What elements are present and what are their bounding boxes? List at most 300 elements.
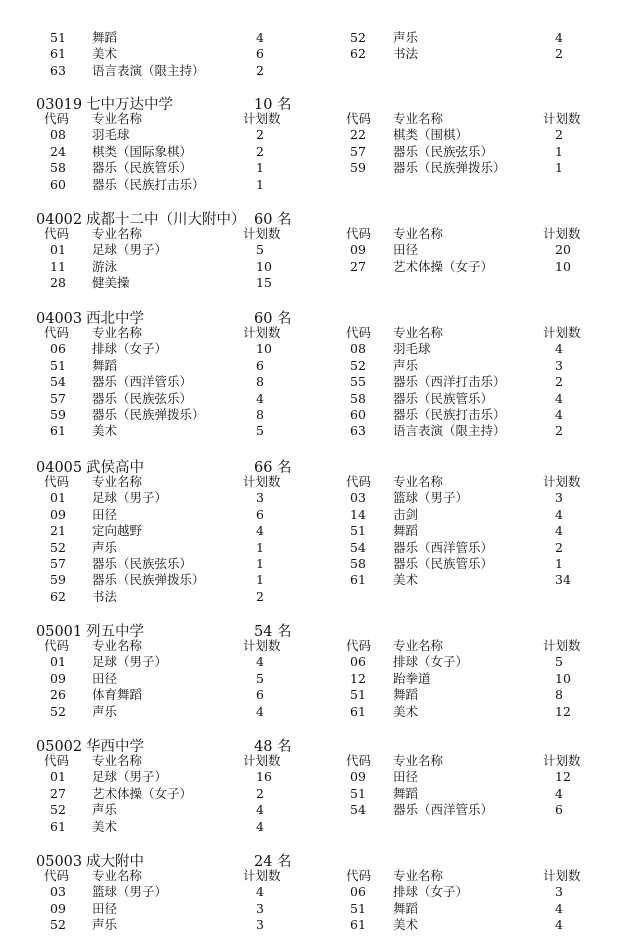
plan-count-cell: 2 (555, 423, 563, 439)
plan-count-cell: 4 (555, 390, 563, 406)
header-plan-count: 计划数 (543, 226, 581, 241)
header-major-name: 专业名称 (393, 753, 444, 768)
plan-count-cell: 4 (555, 523, 563, 539)
plan-count-cell: 4 (555, 785, 563, 801)
header-plan-count: 计划数 (243, 226, 281, 241)
code-cell: 51 (350, 687, 366, 703)
major-name-cell: 舞蹈 (393, 785, 419, 801)
header-code: 代码 (44, 111, 70, 126)
plan-count-cell: 4 (256, 30, 264, 45)
school-title (36, 93, 292, 113)
major-name-cell: 器乐（民族弦乐） (92, 390, 193, 406)
plan-count-cell: 1 (256, 556, 264, 571)
major-name-cell: 器乐（民族打击乐） (92, 176, 205, 192)
table-row (0, 671, 640, 687)
plan-count-cell: 4 (555, 30, 563, 45)
table-header (0, 868, 640, 884)
major-name-cell: 足球（男子） (92, 769, 168, 785)
header-major-name: 专业名称 (393, 226, 444, 241)
major-name-cell: 器乐（民族管乐） (92, 160, 193, 176)
plan-count-cell: 1 (555, 143, 563, 159)
major-name-cell: 足球（男子） (92, 654, 168, 670)
plan-count-cell: 1 (256, 176, 264, 192)
code-cell: 03 (350, 490, 366, 506)
table-row (0, 490, 640, 506)
major-name-cell: 田径 (92, 900, 118, 916)
table-row (0, 423, 640, 439)
table-row (0, 901, 640, 917)
code-cell: 52 (50, 703, 66, 719)
header-major-name: 专业名称 (393, 474, 444, 489)
plan-count-cell: 4 (256, 802, 264, 818)
plan-count-cell: 10 (256, 341, 272, 357)
code-cell: 61 (350, 703, 366, 719)
table-row (0, 507, 640, 523)
table-row (0, 160, 640, 176)
school-quota: 60 名 (254, 311, 292, 327)
table-row (0, 242, 640, 258)
school-name: 列五中学 (86, 624, 144, 640)
table-row (0, 374, 640, 390)
major-name-cell: 舞蹈 (393, 687, 419, 703)
code-cell: 59 (50, 572, 66, 588)
code-cell: 58 (50, 160, 66, 176)
code-cell: 57 (50, 390, 66, 406)
plan-count-cell: 6 (256, 357, 264, 373)
plan-count-cell: 3 (256, 900, 264, 916)
code-cell: 01 (50, 242, 66, 258)
school-title (36, 456, 292, 476)
plan-count-cell: 34 (555, 572, 571, 588)
plan-count-cell: 5 (256, 670, 264, 686)
table-row (0, 341, 640, 357)
plan-count-cell: 1 (256, 539, 264, 555)
school-name: 七中万达中学 (86, 97, 173, 113)
code-cell: 06 (350, 884, 366, 900)
header-code: 代码 (346, 474, 372, 489)
plan-count-cell: 5 (555, 654, 563, 670)
major-name-cell: 声乐 (92, 703, 118, 719)
major-name-cell: 美术 (92, 818, 118, 834)
school-quota: 24 名 (254, 854, 292, 870)
plan-count-cell: 4 (256, 390, 264, 406)
plan-count-cell: 2 (256, 127, 264, 143)
code-cell: 59 (350, 160, 366, 176)
code-cell: 52 (50, 802, 66, 818)
header-major-name: 专业名称 (92, 474, 143, 489)
major-name-cell: 器乐（民族弹拨乐） (92, 572, 205, 588)
header-major-name: 专业名称 (393, 638, 444, 653)
header-plan-count: 计划数 (243, 474, 281, 489)
table-row (0, 127, 640, 143)
plan-count-cell: 16 (256, 769, 272, 785)
school-number: 04002 (36, 212, 83, 228)
code-cell: 27 (50, 785, 66, 801)
code-cell: 28 (50, 275, 66, 291)
table-row (0, 259, 640, 275)
code-cell: 51 (350, 523, 366, 539)
school-quota: 60 名 (254, 212, 292, 228)
header-major-name: 专业名称 (393, 111, 444, 126)
major-name-cell: 语言表演（限主持） (92, 62, 205, 78)
code-cell: 62 (50, 588, 66, 604)
header-major-name: 专业名称 (92, 325, 143, 340)
plan-count-cell: 4 (555, 407, 563, 422)
code-cell: 52 (50, 539, 66, 555)
school-number: 05003 (36, 854, 83, 870)
header-code: 代码 (346, 868, 372, 883)
code-cell: 27 (350, 258, 366, 274)
header-code: 代码 (346, 226, 372, 241)
table-row (0, 177, 640, 193)
plan-count-cell: 3 (555, 490, 563, 506)
code-cell: 63 (350, 423, 366, 439)
major-name-cell: 跆拳道 (393, 670, 431, 686)
major-name-cell: 声乐 (92, 802, 118, 818)
code-cell: 08 (350, 341, 366, 357)
code-cell: 21 (50, 523, 66, 539)
school-title (36, 735, 292, 755)
major-name-cell: 体育舞蹈 (92, 687, 143, 703)
header-major-name: 专业名称 (92, 111, 143, 126)
table-row (0, 802, 640, 818)
code-cell: 01 (50, 654, 66, 670)
major-name-cell: 排球（女子） (393, 884, 469, 900)
header-plan-count: 计划数 (543, 474, 581, 489)
major-name-cell: 美术 (92, 423, 118, 439)
plan-count-cell: 10 (555, 670, 571, 686)
major-name-cell: 定向越野 (92, 523, 143, 539)
header-plan-count: 计划数 (543, 868, 581, 883)
major-name-cell: 器乐（民族弹拨乐） (92, 407, 205, 422)
table-row (0, 30, 640, 46)
table-row (0, 391, 640, 407)
major-name-cell: 田径 (92, 506, 118, 522)
header-major-name: 专业名称 (92, 753, 143, 768)
school-quota: 54 名 (254, 624, 292, 640)
header-code: 代码 (346, 325, 372, 340)
table-row (0, 358, 640, 374)
code-cell: 51 (350, 900, 366, 916)
plan-count-cell: 20 (555, 242, 571, 258)
school-number: 05002 (36, 739, 83, 755)
table-row (0, 144, 640, 160)
table-row (0, 556, 640, 572)
plan-count-cell: 4 (256, 818, 264, 834)
school-quota: 48 名 (254, 739, 292, 755)
school-name: 成都十二中（川大附中） (86, 212, 246, 228)
header-plan-count: 计划数 (243, 111, 281, 126)
code-cell: 24 (50, 143, 66, 159)
major-name-cell: 艺术体操（女子） (92, 785, 193, 801)
school-title (36, 620, 292, 640)
table-row (0, 275, 640, 291)
plan-count-cell: 1 (256, 572, 264, 588)
plan-count-cell: 1 (256, 160, 264, 176)
plan-count-cell: 10 (256, 258, 272, 274)
major-name-cell: 舞蹈 (393, 900, 419, 916)
plan-count-cell: 4 (555, 506, 563, 522)
header-major-name: 专业名称 (393, 325, 444, 340)
header-plan-count: 计划数 (243, 753, 281, 768)
plan-count-cell: 12 (555, 703, 571, 719)
major-name-cell: 器乐（民族打击乐） (393, 407, 506, 422)
major-name-cell: 足球（男子） (92, 490, 168, 506)
table-row (0, 589, 640, 605)
major-name-cell: 田径 (393, 242, 419, 258)
major-name-cell: 器乐（民族弦乐） (393, 143, 494, 159)
major-name-cell: 舞蹈 (92, 357, 118, 373)
plan-count-cell: 1 (555, 556, 563, 571)
school-title (36, 850, 292, 870)
table-header (0, 325, 640, 341)
plan-count-cell: 4 (256, 884, 264, 900)
header-plan-count: 计划数 (543, 325, 581, 340)
code-cell: 58 (350, 556, 366, 571)
table-row (0, 46, 640, 62)
plan-count-cell: 2 (256, 62, 264, 78)
table-header (0, 753, 640, 769)
header-code: 代码 (44, 474, 70, 489)
plan-count-cell: 12 (555, 769, 571, 785)
major-name-cell: 声乐 (92, 917, 118, 933)
table-row (0, 63, 640, 79)
plan-count-cell: 6 (256, 506, 264, 522)
header-plan-count: 计划数 (543, 111, 581, 126)
plan-count-cell: 2 (555, 374, 563, 390)
table-header (0, 638, 640, 654)
code-cell: 54 (350, 539, 366, 555)
major-name-cell: 棋类（围棋） (393, 127, 469, 143)
plan-count-cell: 6 (256, 46, 264, 62)
major-name-cell: 排球（女子） (393, 654, 469, 670)
major-name-cell: 田径 (92, 670, 118, 686)
table-row (0, 654, 640, 670)
code-cell: 01 (50, 769, 66, 785)
school-name: 成大附中 (86, 854, 144, 870)
header-code: 代码 (44, 638, 70, 653)
code-cell: 26 (50, 687, 66, 703)
table-row (0, 704, 640, 720)
plan-count-cell: 8 (555, 687, 563, 703)
school-name: 武侯高中 (86, 460, 144, 476)
school-title (36, 307, 292, 327)
major-name-cell: 篮球（男子） (393, 490, 469, 506)
table-header (0, 111, 640, 127)
header-plan-count: 计划数 (243, 638, 281, 653)
plan-count-cell: 4 (555, 900, 563, 916)
major-name-cell: 书法 (92, 588, 118, 604)
code-cell: 11 (50, 258, 66, 274)
code-cell: 57 (50, 556, 66, 571)
school-number: 04003 (36, 311, 83, 327)
plan-count-cell: 4 (256, 654, 264, 670)
table-row (0, 819, 640, 835)
code-cell: 60 (50, 176, 66, 192)
code-cell: 61 (350, 572, 366, 588)
table-row (0, 523, 640, 539)
code-cell: 57 (350, 143, 366, 159)
major-name-cell: 器乐（西洋打击乐） (393, 374, 506, 390)
code-cell: 09 (350, 242, 366, 258)
major-name-cell: 器乐（民族弹拨乐） (393, 160, 506, 176)
plan-count-cell: 3 (555, 357, 563, 373)
plan-count-cell: 10 (555, 258, 571, 274)
major-name-cell: 美术 (92, 46, 118, 62)
code-cell: 52 (350, 30, 366, 45)
plan-count-cell: 5 (256, 423, 264, 439)
code-cell: 14 (350, 506, 366, 522)
major-name-cell: 器乐（西洋管乐） (92, 374, 193, 390)
major-name-cell: 器乐（民族弦乐） (92, 556, 193, 571)
major-name-cell: 篮球（男子） (92, 884, 168, 900)
plan-count-cell: 8 (256, 374, 264, 390)
code-cell: 01 (50, 490, 66, 506)
major-name-cell: 游泳 (92, 258, 118, 274)
table-header (0, 474, 640, 490)
school-number: 03019 (36, 97, 83, 113)
plan-count-cell: 3 (256, 490, 264, 506)
school-number: 05001 (36, 624, 83, 640)
major-name-cell: 声乐 (393, 30, 419, 45)
major-name-cell: 声乐 (92, 539, 118, 555)
major-name-cell: 田径 (393, 769, 419, 785)
header-code: 代码 (44, 868, 70, 883)
major-name-cell: 健美操 (92, 275, 130, 291)
school-name: 西北中学 (86, 311, 144, 327)
major-name-cell: 羽毛球 (92, 127, 130, 143)
plan-count-cell: 5 (256, 242, 264, 258)
table-row (0, 540, 640, 556)
code-cell: 06 (50, 341, 66, 357)
code-cell: 03 (50, 884, 66, 900)
header-code: 代码 (346, 111, 372, 126)
header-major-name: 专业名称 (92, 226, 143, 241)
major-name-cell: 美术 (393, 703, 419, 719)
code-cell: 52 (50, 917, 66, 933)
plan-count-cell: 4 (256, 703, 264, 719)
plan-count-cell: 2 (256, 143, 264, 159)
major-name-cell: 书法 (393, 46, 419, 62)
code-cell: 61 (50, 818, 66, 834)
code-cell: 62 (350, 46, 366, 62)
school-title (36, 208, 292, 228)
school-number: 04005 (36, 460, 83, 476)
plan-count-cell: 4 (555, 341, 563, 357)
code-cell: 51 (50, 30, 66, 45)
major-name-cell: 器乐（西洋管乐） (393, 539, 494, 555)
plan-count-cell: 1 (555, 160, 563, 176)
code-cell: 63 (50, 62, 66, 78)
plan-count-cell: 6 (256, 687, 264, 703)
plan-count-cell: 4 (256, 523, 264, 539)
header-code: 代码 (44, 325, 70, 340)
major-name-cell: 声乐 (393, 357, 419, 373)
code-cell: 08 (50, 127, 66, 143)
code-cell: 09 (50, 670, 66, 686)
major-name-cell: 艺术体操（女子） (393, 258, 494, 274)
major-name-cell: 器乐（民族管乐） (393, 390, 494, 406)
major-name-cell: 舞蹈 (92, 30, 118, 45)
header-code: 代码 (346, 753, 372, 768)
code-cell: 51 (50, 357, 66, 373)
major-name-cell: 羽毛球 (393, 341, 431, 357)
major-name-cell: 美术 (393, 572, 419, 588)
code-cell: 09 (50, 900, 66, 916)
code-cell: 61 (350, 917, 366, 933)
code-cell: 06 (350, 654, 366, 670)
major-name-cell: 排球（女子） (92, 341, 168, 357)
code-cell: 12 (350, 670, 366, 686)
table-row (0, 917, 640, 933)
plan-count-cell: 2 (555, 539, 563, 555)
plan-count-cell: 2 (256, 785, 264, 801)
plan-count-cell: 2 (555, 127, 563, 143)
plan-count-cell: 2 (256, 588, 264, 604)
plan-count-cell: 6 (555, 802, 563, 818)
major-name-cell: 美术 (393, 917, 419, 933)
major-name-cell: 器乐（西洋管乐） (393, 802, 494, 818)
table-row (0, 786, 640, 802)
plan-count-cell: 3 (555, 884, 563, 900)
code-cell: 60 (350, 407, 366, 422)
code-cell: 61 (50, 46, 66, 62)
major-name-cell: 舞蹈 (393, 523, 419, 539)
header-major-name: 专业名称 (393, 868, 444, 883)
code-cell: 09 (50, 506, 66, 522)
header-plan-count: 计划数 (543, 638, 581, 653)
plan-count-cell: 2 (555, 46, 563, 62)
table-row (0, 572, 640, 588)
code-cell: 58 (350, 390, 366, 406)
major-name-cell: 足球（男子） (92, 242, 168, 258)
major-name-cell: 棋类（国际象棋） (92, 143, 193, 159)
school-quota: 10 名 (254, 97, 292, 113)
header-code: 代码 (44, 753, 70, 768)
table-row (0, 687, 640, 703)
header-major-name: 专业名称 (92, 638, 143, 653)
code-cell: 55 (350, 374, 366, 390)
header-plan-count: 计划数 (243, 868, 281, 883)
code-cell: 22 (350, 127, 366, 143)
header-code: 代码 (346, 638, 372, 653)
code-cell: 09 (350, 769, 366, 785)
code-cell: 59 (50, 407, 66, 422)
major-name-cell: 语言表演（限主持） (393, 423, 506, 439)
school-quota: 66 名 (254, 460, 292, 476)
plan-count-cell: 4 (555, 917, 563, 933)
code-cell: 52 (350, 357, 366, 373)
table-header (0, 226, 640, 242)
plan-count-cell: 3 (256, 917, 264, 933)
header-plan-count: 计划数 (543, 753, 581, 768)
major-name-cell: 器乐（民族管乐） (393, 556, 494, 571)
code-cell: 54 (350, 802, 366, 818)
code-cell: 51 (350, 785, 366, 801)
table-row (0, 407, 640, 423)
plan-count-cell: 15 (256, 275, 272, 291)
header-major-name: 专业名称 (92, 868, 143, 883)
table-row (0, 884, 640, 900)
plan-count-cell: 8 (256, 407, 264, 422)
school-name: 华西中学 (86, 739, 144, 755)
major-name-cell: 击剑 (393, 506, 419, 522)
table-row (0, 769, 640, 785)
header-plan-count: 计划数 (243, 325, 281, 340)
header-code: 代码 (44, 226, 70, 241)
code-cell: 61 (50, 423, 66, 439)
code-cell: 54 (50, 374, 66, 390)
